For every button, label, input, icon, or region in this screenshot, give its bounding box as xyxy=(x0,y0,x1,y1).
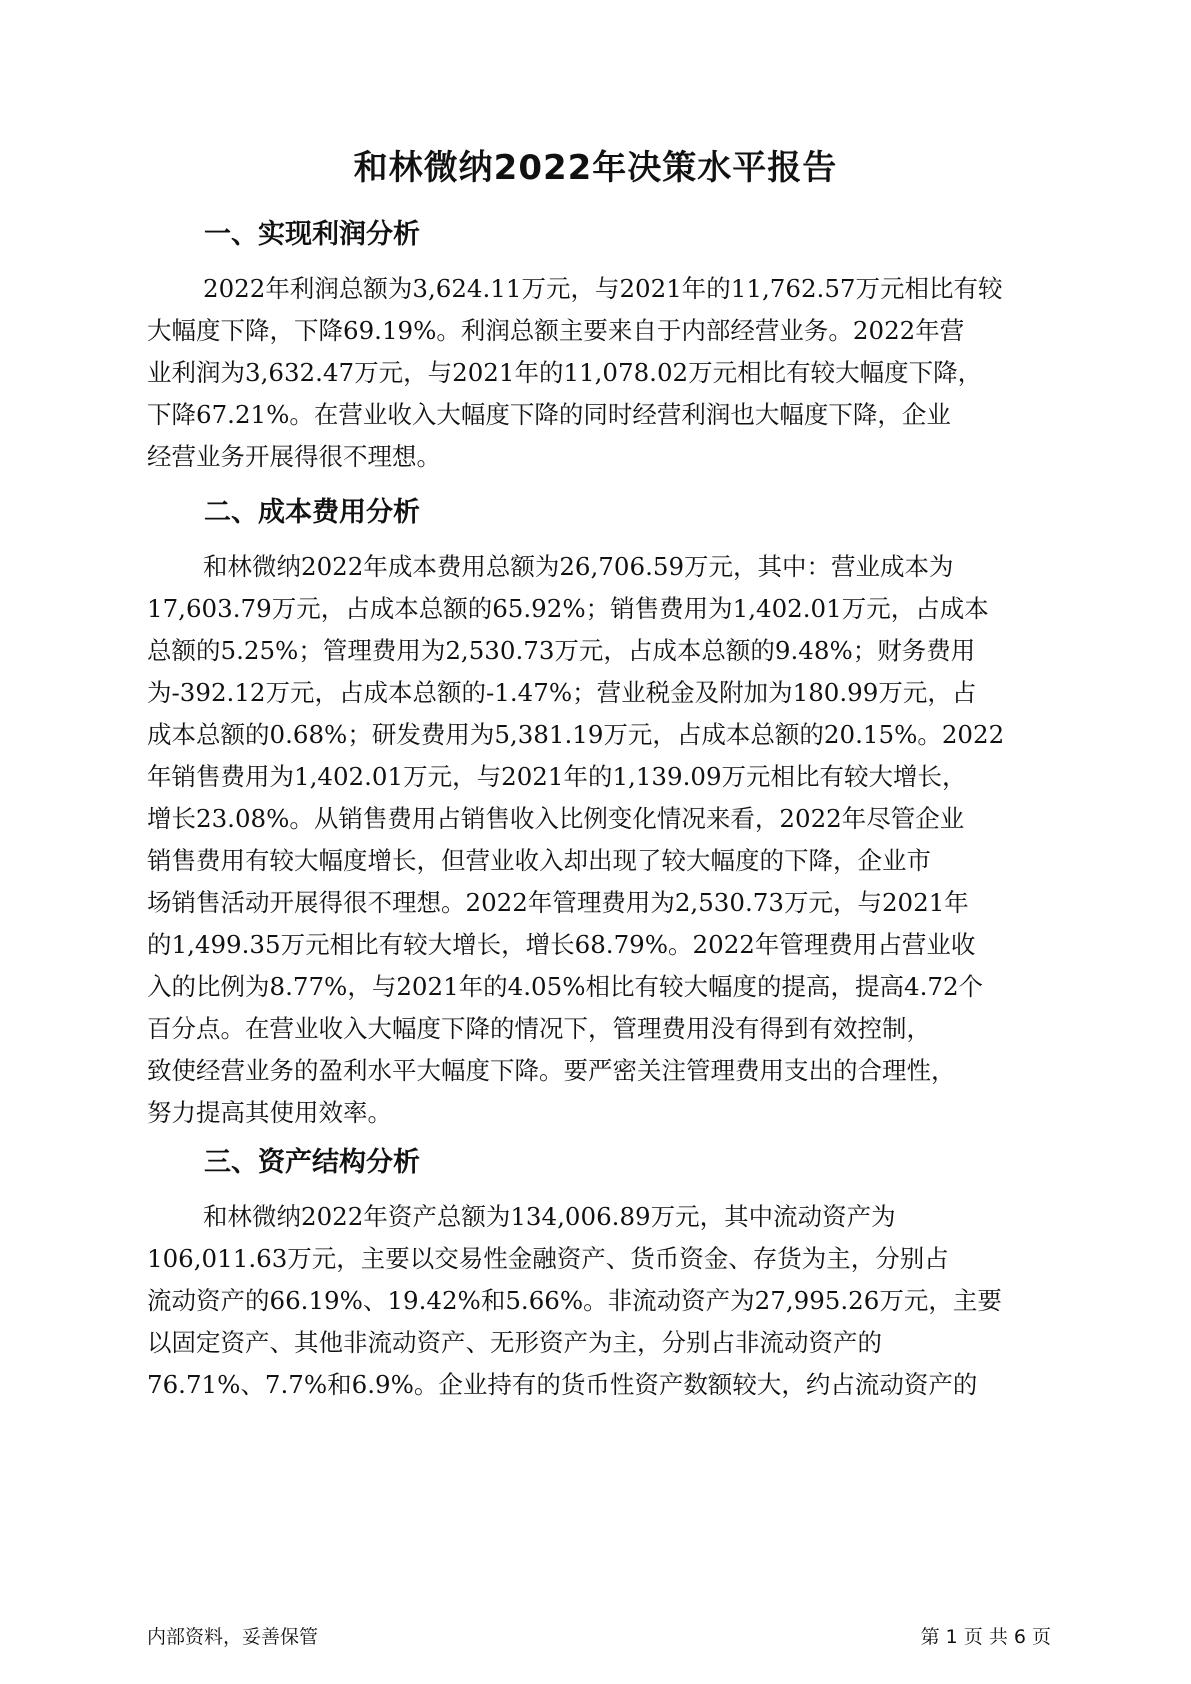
document-title: 和林微纳2022年决策水平报告 xyxy=(353,148,838,188)
footer-confidential-note: 内部资料，妥善保管 xyxy=(147,1626,319,1648)
paragraph-line: 以固定资产、其他非流动资产、无形资产为主，分别占非流动资产的 xyxy=(147,1328,882,1357)
paragraph-line: 业利润为3,632.47万元，与2021年的11,078.02万元相比有较大幅度下降， xyxy=(147,358,983,387)
paragraph-line: 增长23.08%。从销售费用占销售收入比例变化情况来看，2022年尽管企业 xyxy=(147,804,965,833)
section-heading-profit: 一、实现利润分析 xyxy=(204,219,420,250)
paragraph-assets xyxy=(147,1196,1059,1406)
paragraph-line: 2022年利润总额为3,624.11万元，与2021年的11,762.57万元相比有较 xyxy=(203,274,1003,303)
paragraph-line: 年销售费用为1,402.01万元，与2021年的1,139.09万元相比有较大增长， xyxy=(147,762,967,791)
paragraph-line: 成本总额的0.68%；研发费用为5,381.19万元，占成本总额的20.15%。2022 xyxy=(147,720,1005,749)
paragraph-line: 和林微纳2022年资产总额为134,006.89万元，其中流动资产为 xyxy=(203,1202,896,1231)
section-heading-cost: 二、成本费用分析 xyxy=(204,497,420,528)
footer-page-number: 第 1 页 共 6 页 xyxy=(920,1626,1051,1648)
paragraph-line: 销售费用有较大幅度增长，但营业收入却出现了较大幅度的下降，企业市 xyxy=(147,846,931,875)
paragraph-line: 入的比例为8.77%，与2021年的4.05%相比有较大幅度的提高，提高4.72个 xyxy=(147,972,984,1001)
paragraph-line: 106,011.63万元，主要以交易性金融资产、货币资金、存货为主，分别占 xyxy=(147,1244,949,1273)
paragraph-cost xyxy=(147,546,1059,1134)
paragraph-profit xyxy=(147,268,1059,478)
paragraph-line: 下降67.21%。在营业收入大幅度下降的同时经营利润也大幅度下降，企业 xyxy=(147,400,951,429)
paragraph-line: 17,603.79万元，占成本总额的65.92%；销售费用为1,402.01万元，占成本 xyxy=(147,594,989,623)
paragraph-line: 场销售活动开展得很不理想。2022年管理费用为2,530.73万元，与2021年 xyxy=(147,888,969,917)
paragraph-line: 大幅度下降，下降69.19%。利润总额主要来自于内部经营业务。2022年营 xyxy=(147,316,965,345)
paragraph-line: 流动资产的66.19%、19.42%和5.66%。非流动资产为27,995.26万元，主要 xyxy=(147,1286,1002,1315)
paragraph-line: 致使经营业务的盈利水平大幅度下降。要严密关注管理费用支出的合理性， xyxy=(147,1056,956,1085)
paragraph-line: 76.71%、7.7%和6.9%。企业持有的货币性资产数额较大，约占流动资产的 xyxy=(147,1370,978,1399)
paragraph-line: 努力提高其使用效率。 xyxy=(147,1098,392,1127)
paragraph-line: 和林微纳2022年成本费用总额为26,706.59万元，其中：营业成本为 xyxy=(203,552,954,581)
paragraph-line: 总额的5.25%；管理费用为2,530.73万元，占成本总额的9.48%；财务费用 xyxy=(147,636,976,665)
paragraph-line: 为-392.12万元，占成本总额的-1.47%；营业税金及附加为180.99万元，占 xyxy=(147,678,977,707)
paragraph-line: 的1,499.35万元相比有较大增长，增长68.79%。2022年管理费用占营业收 xyxy=(147,930,976,959)
paragraph-line: 百分点。在营业收入大幅度下降的情况下，管理费用没有得到有效控制， xyxy=(147,1014,931,1043)
paragraph-line: 经营业务开展得很不理想。 xyxy=(147,442,441,471)
section-heading-assets: 三、资产结构分析 xyxy=(204,1147,420,1178)
